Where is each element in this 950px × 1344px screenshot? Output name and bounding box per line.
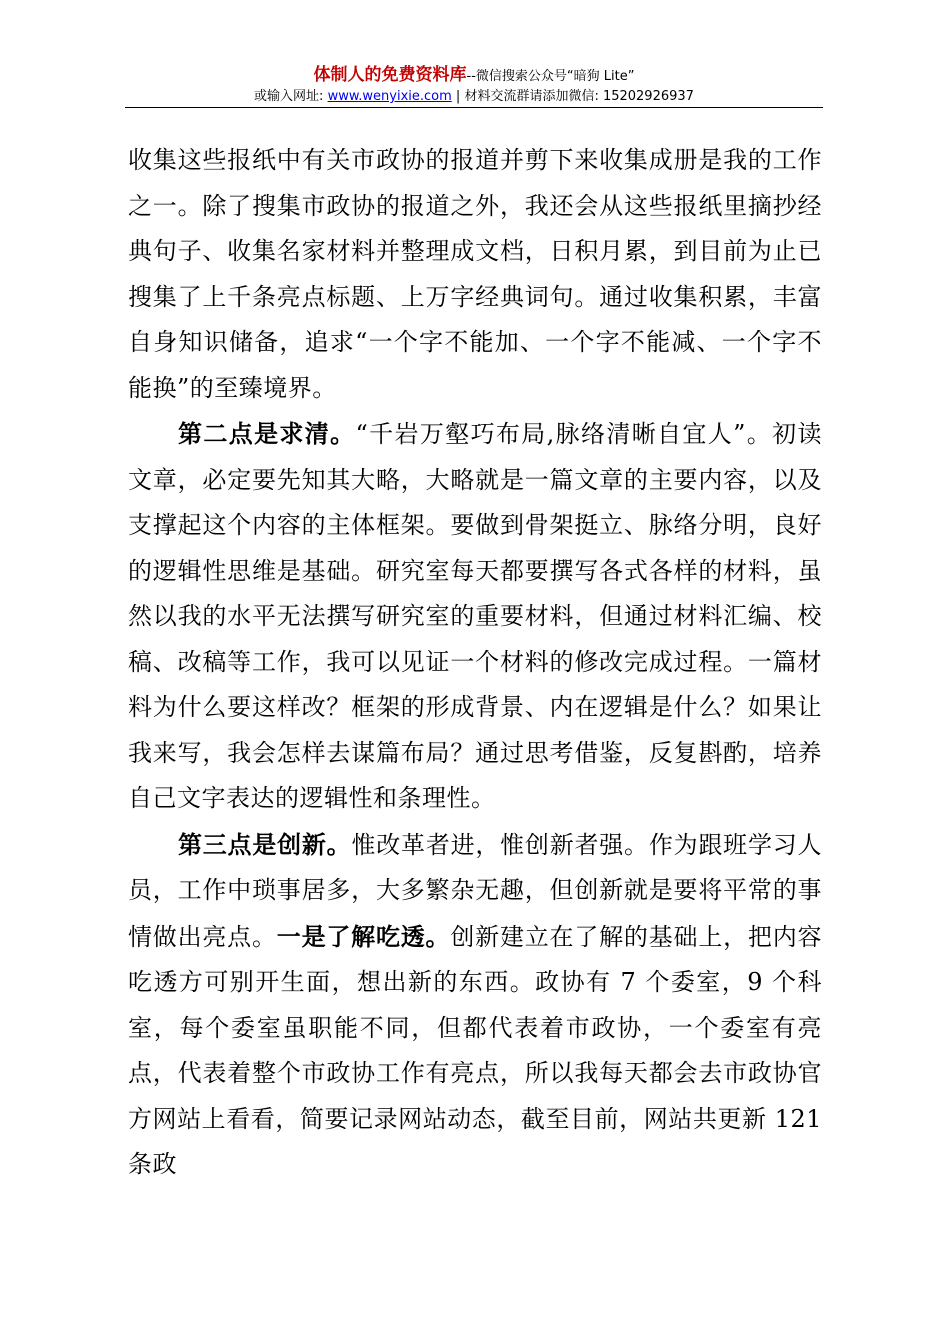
contact-text: 材料交流群请添加微信: 15202926937	[464, 89, 694, 104]
paragraph-2-heading: 第二点是求清。	[178, 419, 356, 448]
website-link[interactable]: www.wenyixie.com	[327, 89, 452, 104]
paragraph-3-text-1: 惟改革者进，惟创新者强。作为跟班学习人员，工作中琐事居多，大多繁杂无趣，但创新就是要将平常的事情做出亮点。	[128, 830, 823, 951]
header-separator: |	[451, 89, 465, 104]
paragraph-3	[128, 822, 822, 1188]
paragraph-1: 收集这些报纸中有关市政协的报道并剪下来收集成册是我的工作之一。除了搜集市政协的报道之外，我还会从这些报纸里摘抄经典句子、收集名家材料并整理成文档，日积月累，到目前为止已搜集了上千条亮点标题、上万字经典词句。通过收集积累，丰富自身知识储备，追求“一个字不能加、一个字不能减、一个字不能换”的至臻境界。	[128, 146, 822, 402]
brand-title: 体制人的免费资料库	[313, 65, 467, 85]
header-divider	[125, 107, 823, 108]
header-title-line	[125, 64, 823, 88]
document-body	[128, 138, 822, 1188]
paragraph-3-text-2: 创新建立在了解的基础上，把内容吃透方可别开生面，想出新的东西。政协有 7 个委室，9 个科室，每个委室虽职能不同，但都代表着市政协，一个委室有亮点，代表着整个市政协工作有亮点，所以我每天都会去市政协官方网站上看看，简要记录网站动态，截至目前，网站共更新 121 条政	[128, 922, 823, 1178]
page-header	[125, 64, 823, 106]
paragraph-3-subheading: 一是了解吃透。	[276, 921, 451, 951]
paragraph-2-text: “千岩万壑巧布局,脉络清晰自宜人”。初读文章，必定要先知其大略，大略就是一篇文章的主要内容，以及支撑起这个内容的主体框架。要做到骨架挺立、脉络分明，良好的逻辑性思维是基础。研究室每天都要撰写各式各样的材料，虽然以我的水平无法撰写研究室的重要材料，但通过材料汇编、校稿、改稿等工作，我可以见证一个材料的修改完成过程。一篇材料为什么要这样改？框架的形成背景、内在逻辑是什么？如果让我来写，我会怎样去谋篇布局？通过思考借鉴，反复斟酌，培养自己文字表达的逻辑性和条理性。	[128, 420, 822, 812]
url-prefix: 或输入网址:	[254, 89, 328, 104]
paragraph-2	[128, 411, 822, 822]
paragraph-3-heading: 第三点是创新。	[178, 829, 352, 859]
header-contact-line	[125, 88, 823, 106]
header-tagline: --微信搜索公众号“暗狗 Lite”	[466, 69, 635, 84]
